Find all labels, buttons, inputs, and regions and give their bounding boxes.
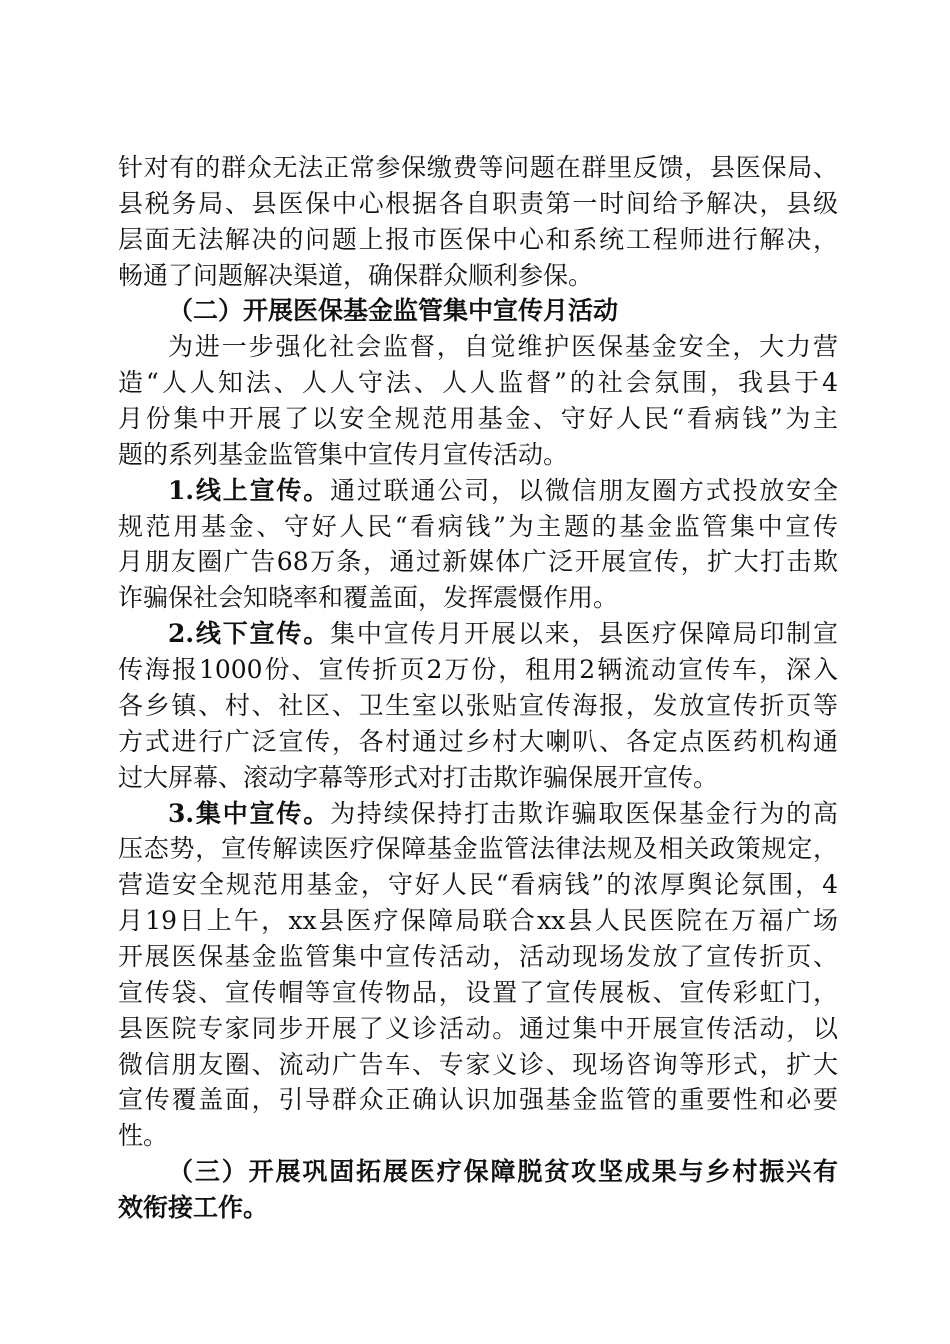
paragraph-line: 月19日上午，xx县医疗保障局联合xx县人民医院在万福广场 <box>118 906 838 935</box>
paragraph-line: 月朋友圈广告68万条，通过新媒体广泛开展宣传，扩大打击欺 <box>118 547 838 576</box>
item-3-first-rest: 为持续保持打击欺诈骗取医保基金行为的高 <box>330 799 838 828</box>
paragraph-line: 传海报1000份、宣传折页2万份，租用2辆流动宣传车，深入 <box>118 655 838 684</box>
item-2-lead: 2.线下宣传。 <box>168 619 331 648</box>
paragraph-line: 造“人人知法、人人守法、人人监督”的社会氛围，我县于4 <box>118 368 838 397</box>
item-1-first-rest: 通过联通公司，以微信朋友圈方式投放安全 <box>330 476 838 505</box>
item-1-first-line <box>168 473 838 509</box>
paragraph-line: 性。 <box>118 1121 169 1150</box>
paragraph-line: 层面无法解决的问题上报市医保中心和系统工程师进行解决， <box>118 225 838 254</box>
paragraph-line: 针对有的群众无法正常参保缴费等问题在群里反馈，县医保局、 <box>118 153 838 182</box>
paragraph-line: 为进一步强化社会监督，自觉维护医保基金安全，大力营 <box>168 332 838 361</box>
paragraph-line: 各乡镇、村、社区、卫生室以张贴宣传海报，发放宣传折页等 <box>118 691 838 720</box>
paragraph-line: 营造安全规范用基金，守好人民“看病钱”的浓厚舆论氛围，4 <box>118 870 838 899</box>
paragraph-line: 畅通了问题解决渠道，确保群众顺利参保。 <box>118 261 594 290</box>
item-3-first-line <box>168 796 838 832</box>
paragraph-line: 县税务局、县医保中心根据各自职责第一时间给予解决，县级 <box>118 189 838 218</box>
item-2-first-rest: 集中宣传月开展以来，县医疗保障局印制宣 <box>330 619 838 648</box>
paragraph-line: 诈骗保社会知晓率和覆盖面，发挥震慑作用。 <box>118 583 619 612</box>
section-heading-3-line: 效衔接工作。 <box>118 1193 269 1222</box>
item-2-first-line <box>168 616 838 652</box>
paragraph-line: 过大屏幕、滚动字幕等形式对打击欺诈骗保展开宣传。 <box>118 763 719 792</box>
item-3-lead: 3.集中宣传。 <box>168 799 331 828</box>
paragraph-line: 县医院专家同步开展了义诊活动。通过集中开展宣传活动，以 <box>118 1014 838 1043</box>
paragraph-line: 月份集中开展了以安全规范用基金、守好人民“看病钱”为主 <box>118 404 838 433</box>
paragraph-line: 方式进行广泛宣传，各村通过乡村大喇叭、各定点医药机构通 <box>118 727 838 756</box>
paragraph-line: 压态势，宣传解读医疗保障基金监管法律法规及相关政策规定， <box>118 834 838 863</box>
section-heading-3-line: （三）开展巩固拓展医疗保障脱贫攻坚成果与乡村振兴有 <box>168 1157 838 1186</box>
paragraph-line: 微信朋友圈、流动广告车、专家义诊、现场咨询等形式，扩大 <box>118 1050 838 1079</box>
paragraph-line: 规范用基金、守好人民“看病钱”为主题的基金监管集中宣传 <box>118 512 838 541</box>
paragraph-line: 宣传袋、宣传帽等宣传物品，设置了宣传展板、宣传彩虹门， <box>118 978 838 1007</box>
paragraph-line: 开展医保基金监管集中宣传活动，活动现场发放了宣传折页、 <box>118 942 838 971</box>
paragraph-line: 题的系列基金监管集中宣传月宣传活动。 <box>118 440 569 469</box>
section-heading-2: （二）开展医保基金监管集中宣传月活动 <box>168 296 619 325</box>
item-1-lead: 1.线上宣传。 <box>168 476 331 505</box>
paragraph-line: 宣传覆盖面，引导群众正确认识加强基金监管的重要性和必要 <box>118 1085 838 1114</box>
